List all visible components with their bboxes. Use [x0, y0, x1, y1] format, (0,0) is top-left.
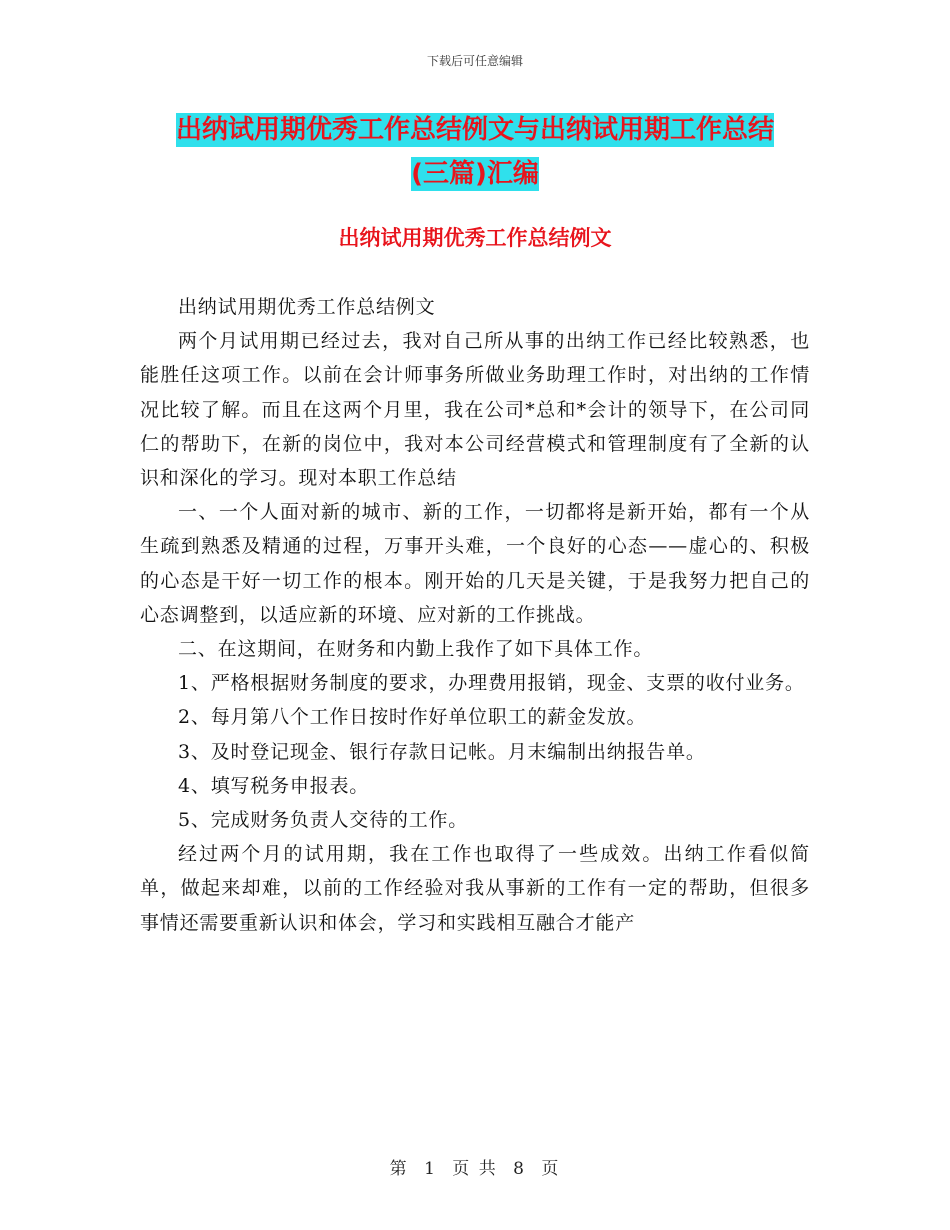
paragraph: 5、完成财务负责人交待的工作。	[178, 809, 469, 832]
title-line-1: 出纳试用期优秀工作总结例文与出纳试用期工作总结	[175, 115, 774, 145]
title-line-2: (三篇)汇编	[411, 159, 539, 189]
paragraph: 二、在这期间，在财务和内勤上我作了如下具体工作。	[178, 638, 654, 661]
paragraph: 两个月试用期已经过去，我对自己所从事的出纳工作已经比较熟悉，也能胜任这项工作。以前在会计师事务所做业务助理工作时，对出纳的工作情况比较了解。而且在这两个月里，我在公司*总和*会计的领导下，在公司同仁的帮助下，在新的岗位中，我对本公司经营模式和管理制度有了全新的认识和深化的学习。现对本职工作总结	[140, 330, 810, 490]
page-footer	[0, 1154, 950, 1179]
footer-page-number: 1	[424, 1159, 437, 1179]
section-title: 出纳试用期优秀工作总结例文	[338, 226, 612, 250]
paragraph: 1、严格根据财务制度的要求，办理费用报销，现金、支票的收付业务。	[178, 672, 805, 695]
paragraph: 4、填写税务申报表。	[178, 774, 370, 797]
paragraph: 经过两个月的试用期，我在工作也取得了一些成效。出纳工作看似简单，做起来却难，以前的工作经验对我从事新的工作有一定的帮助，但很多事情还需要重新认识和体会，学习和实践相互融合才能产	[140, 843, 810, 934]
document-body	[140, 290, 810, 940]
footer-prefix: 第	[389, 1159, 409, 1179]
paragraph: 出纳试用期优秀工作总结例文	[178, 296, 436, 318]
footer-middle: 页 共	[452, 1159, 498, 1179]
header-note: 下载后可任意编辑	[426, 54, 523, 68]
document-title	[140, 108, 810, 196]
paragraph: 3、及时登记现金、银行存款日记帐。月末编制出纳报告单。	[178, 740, 706, 763]
footer-suffix: 页	[541, 1159, 561, 1179]
paragraph: 2、每月第八个工作日按时作好单位职工的薪金发放。	[178, 706, 647, 729]
paragraph: 一、一个人面对新的城市、新的工作，一切都将是新开始，都有一个从生疏到熟悉及精通的过程，万事开头难，一个良好的心态——虚心的、积极的心态是干好一切工作的根本。刚开始的几天是关键，于是我努力把自己的心态调整到，以适应新的环境、应对新的工作挑战。	[140, 501, 810, 626]
footer-total-pages: 8	[513, 1159, 526, 1179]
